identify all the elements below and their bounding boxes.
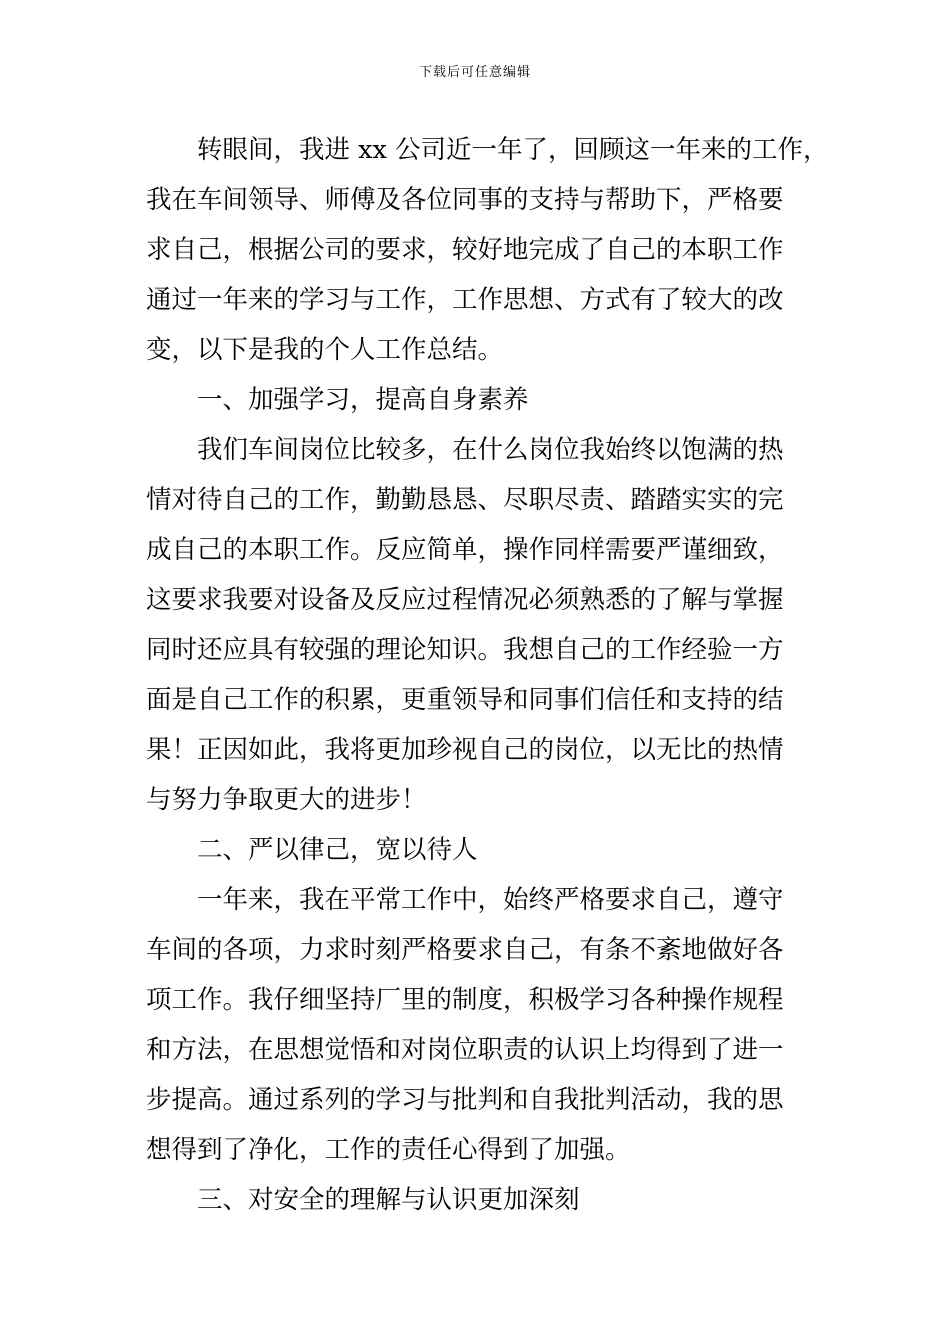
paragraph-2-line-2: 车间的各项，力求时刻严格要求自己，有条不紊地做好各 — [146, 935, 784, 965]
document-body — [146, 125, 829, 1225]
section-heading-2: 二、严以律己，宽以待人 — [197, 835, 478, 865]
paragraph-1-line-3: 成自己的本职工作。反应简单，操作同样需要严谨细致， — [146, 535, 784, 565]
paragraph-1-line-4: 这要求我要对设备及反应过程情况必须熟悉的了解与掌握 — [146, 585, 784, 615]
paragraph-2-line-5: 步提高。通过系列的学习与批判和自我批判活动，我的思 — [146, 1085, 784, 1115]
paragraph-2-line-1: 一年来，我在平常工作中，始终严格要求自己，遵守 — [197, 885, 784, 915]
paragraph-intro-line-1: 转眼间，我进 xx 公司近一年了，回顾这一年来的工作， — [197, 135, 829, 165]
paragraph-intro-line-2: 我在车间领导、师傅及各位同事的支持与帮助下，严格要 — [146, 185, 784, 215]
paragraph-1-line-2: 情对待自己的工作，勤勤恳恳、尽职尽责、踏踏实实的完 — [146, 485, 784, 515]
paragraph-2-line-3: 项工作。我仔细坚持厂里的制度，积极学习各种操作规程 — [146, 985, 784, 1015]
paragraph-intro-line-3: 求自己，根据公司的要求，较好地完成了自己的本职工作 — [146, 235, 784, 265]
section-heading-3: 三、对安全的理解与认识更加深刻 — [197, 1185, 580, 1215]
paragraph-2-line-4: 和方法，在思想觉悟和对岗位职责的认识上均得到了进一 — [146, 1035, 784, 1065]
paragraph-intro-line-5: 变，以下是我的个人工作总结。 — [146, 335, 504, 365]
paragraph-1-line-6: 面是自己工作的积累，更重领导和同事们信任和支持的结 — [146, 685, 784, 715]
page-header: 下载后可任意编辑 — [418, 65, 531, 80]
paragraph-2-line-6: 想得到了净化，工作的责任心得到了加强。 — [146, 1135, 631, 1165]
paragraph-1-line-7: 果！正因如此，我将更加珍视自己的岗位，以无比的热情 — [146, 735, 784, 765]
paragraph-intro-line-4: 通过一年来的学习与工作，工作思想、方式有了较大的改 — [146, 285, 784, 315]
paragraph-1-line-8: 与努力争取更大的进步！ — [146, 785, 427, 815]
section-heading-1: 一、加强学习，提高自身素养 — [197, 385, 529, 415]
paragraph-1-line-1: 我们车间岗位比较多，在什么岗位我始终以饱满的热 — [197, 435, 784, 465]
paragraph-1-line-5: 同时还应具有较强的理论知识。我想自己的工作经验一方 — [146, 635, 784, 665]
